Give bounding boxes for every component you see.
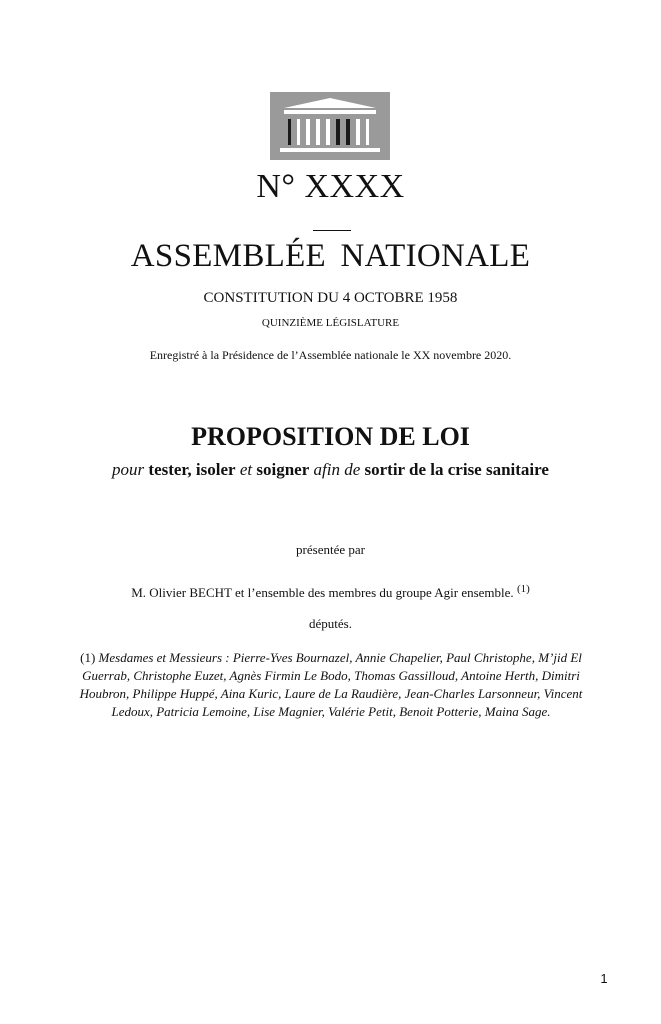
document-subtitle bbox=[0, 458, 661, 482]
subtitle-bold: soigner bbox=[256, 460, 310, 479]
subtitle-bold: sortir de la crise sanitaire bbox=[364, 460, 549, 479]
subtitle-word: pour bbox=[112, 460, 145, 479]
footnote-marker: (1) bbox=[80, 650, 96, 665]
document-title: PROPOSITION DE LOI bbox=[191, 422, 470, 451]
document-number: N° XXXX bbox=[256, 168, 405, 205]
legislature-line: QUINZIÈME LÉGISLATURE bbox=[261, 317, 400, 329]
title-divider bbox=[313, 230, 351, 231]
subtitle-word: afin de bbox=[313, 460, 361, 479]
page-number: 1 bbox=[600, 971, 608, 986]
registration-line: Enregistré à la Présidence de l’Assemblée nationale le XX novembre 2020. bbox=[149, 348, 512, 362]
constitution-line: CONSTITUTION DU 4 OCTOBRE 1958 bbox=[203, 290, 458, 306]
footnote-reference: (1) bbox=[516, 583, 530, 595]
authors-line bbox=[0, 580, 661, 602]
footnote bbox=[68, 649, 594, 721]
assembly-name: ASSEMBLÉE NATIONALE bbox=[130, 238, 531, 274]
palais-bourbon-icon bbox=[270, 92, 390, 160]
presented-by: présentée par bbox=[296, 542, 365, 557]
subtitle-bold: tester, isoler bbox=[148, 460, 236, 479]
authors-text: M. Olivier BECHT et l’ensemble des membres du groupe Agir ensemble. bbox=[131, 585, 514, 600]
assemblee-nationale-logo bbox=[270, 92, 390, 160]
subtitle-word: et bbox=[239, 460, 253, 479]
footnote-text: Mesdames et Messieurs : Pierre-Yves Bournazel, Annie Chapelier, Paul Christophe, M’jid El Guerrab, Christophe Euzet, Agnès Firmin Le Bodo, Thomas Gassilloud, Antoine Herth, Dimitri Houbron, Philippe Huppé, Aina Kuric, Laure de La Raudière, Jean-Charles Larsonneur, Vincent Ledoux, Patricia Lemoine, Lise Magnier, Valérie Petit, Benoit Potterie, Maina Sage. bbox=[79, 650, 583, 719]
deputies-line: députés. bbox=[309, 616, 352, 631]
